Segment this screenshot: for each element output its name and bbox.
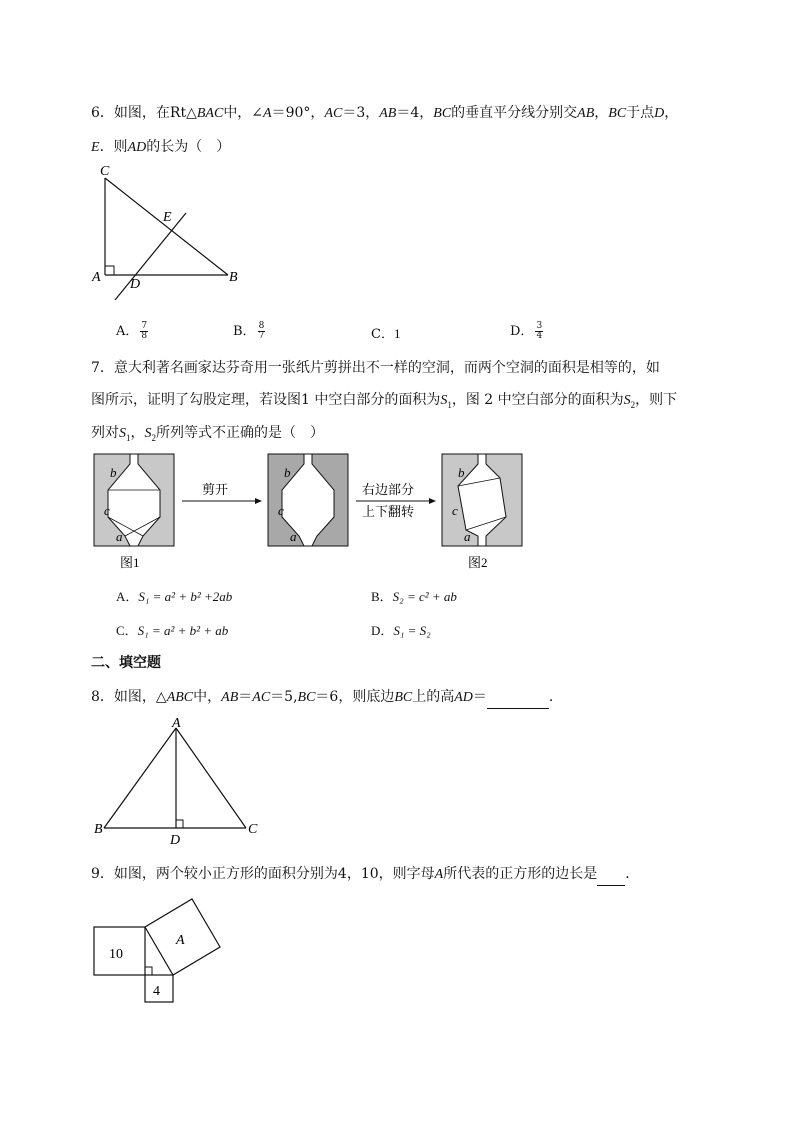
q7-option-a[interactable]: A．S₁ = a² + b² +2ab	[116, 589, 233, 604]
q6-option-d[interactable]: D． $\frac{3}{4}$	[510, 321, 543, 341]
fraction: $\frac{7}{8}$	[141, 321, 148, 341]
q8-figure	[92, 716, 268, 848]
fig1-caption: 图1	[120, 555, 140, 570]
q6-label-D: D	[130, 277, 141, 292]
svg-text:c: c	[104, 503, 110, 518]
q7-stem-line1: 7．意大利著名画家达芬奇用一张纸片剪拼出不一样的空洞，而两个空洞的面积是相等的，如	[91, 360, 660, 376]
arrow2-label-top: 右边部分	[362, 482, 415, 497]
section-heading: 二、填空题	[91, 655, 161, 671]
svg-text:c: c	[452, 503, 458, 518]
q7-figure	[90, 452, 530, 574]
q6-option-b[interactable]: B． $\frac{8}{7}$	[233, 321, 265, 341]
answer-blank[interactable]	[597, 867, 625, 886]
q8-label-C: C	[248, 822, 258, 837]
q7-option-c[interactable]: C．S₁ = a² + b² + ab	[116, 623, 229, 638]
q9-figure	[92, 895, 226, 1007]
svg-text:b: b	[458, 465, 465, 480]
fig2-caption: 图2	[468, 555, 488, 570]
q7-option-b[interactable]: B．S₂ = c² + ab	[371, 589, 457, 604]
svg-text:a: a	[290, 529, 297, 544]
q6-label-A: A	[92, 270, 101, 285]
svg-text:b: b	[284, 465, 291, 480]
q9-label-10: 10	[109, 947, 123, 962]
q8-label-D: D	[170, 833, 181, 848]
fraction: $\frac{8}{7}$	[258, 321, 265, 341]
q9-label-4: 4	[153, 984, 160, 999]
fraction: $\frac{3}{4}$	[536, 321, 543, 341]
q7-stem-line3: 列对$S_1$，$S_2$所列等式不正确的是（ ）	[91, 425, 324, 443]
q8-label-A: A	[172, 716, 181, 731]
q9-label-A: A	[176, 933, 185, 948]
q6-figure	[88, 160, 248, 300]
q6-stem-line2: E．则AD的长为（ ）	[91, 139, 231, 155]
svg-text:b: b	[110, 465, 117, 480]
q6-option-c[interactable]: C．1	[371, 326, 401, 342]
q6-label-B: B	[229, 270, 238, 285]
q8-label-B: B	[94, 822, 103, 837]
arrow1-label: 剪开	[202, 482, 229, 497]
q6-option-a[interactable]: A． $\frac{7}{8}$	[116, 321, 148, 341]
svg-text:c: c	[278, 503, 284, 518]
answer-blank[interactable]	[487, 690, 549, 709]
q7-option-d[interactable]: D．S₁ = S₂	[371, 623, 431, 638]
q6-label-E: E	[163, 210, 172, 225]
arrow2-label-bottom: 上下翻转	[362, 504, 415, 519]
svg-text:a: a	[116, 529, 123, 544]
q8-stem: 8．如图，△ABC中，AB＝AC＝5,BC＝6，则底边BC上的高AD＝ .	[91, 688, 553, 709]
q6-stem-line1: 6．如图，在Rt△BAC中，∠A＝90°，AC＝3，AB＝4，BC的垂直平分线分别交AB，BC于点D，	[91, 105, 679, 121]
q6-label-C: C	[100, 164, 110, 179]
q7-stem-line2: 图所示，证明了勾股定理，若设图1 中空白部分的面积为$S_1$，图 2 中空白部分的面积为$S_2$，则下	[91, 392, 678, 410]
q9-stem: 9．如图，两个较小正方形的面积分别为4，10，则字母A所代表的正方形的边长是 ．	[91, 865, 639, 886]
svg-text:a: a	[464, 529, 471, 544]
